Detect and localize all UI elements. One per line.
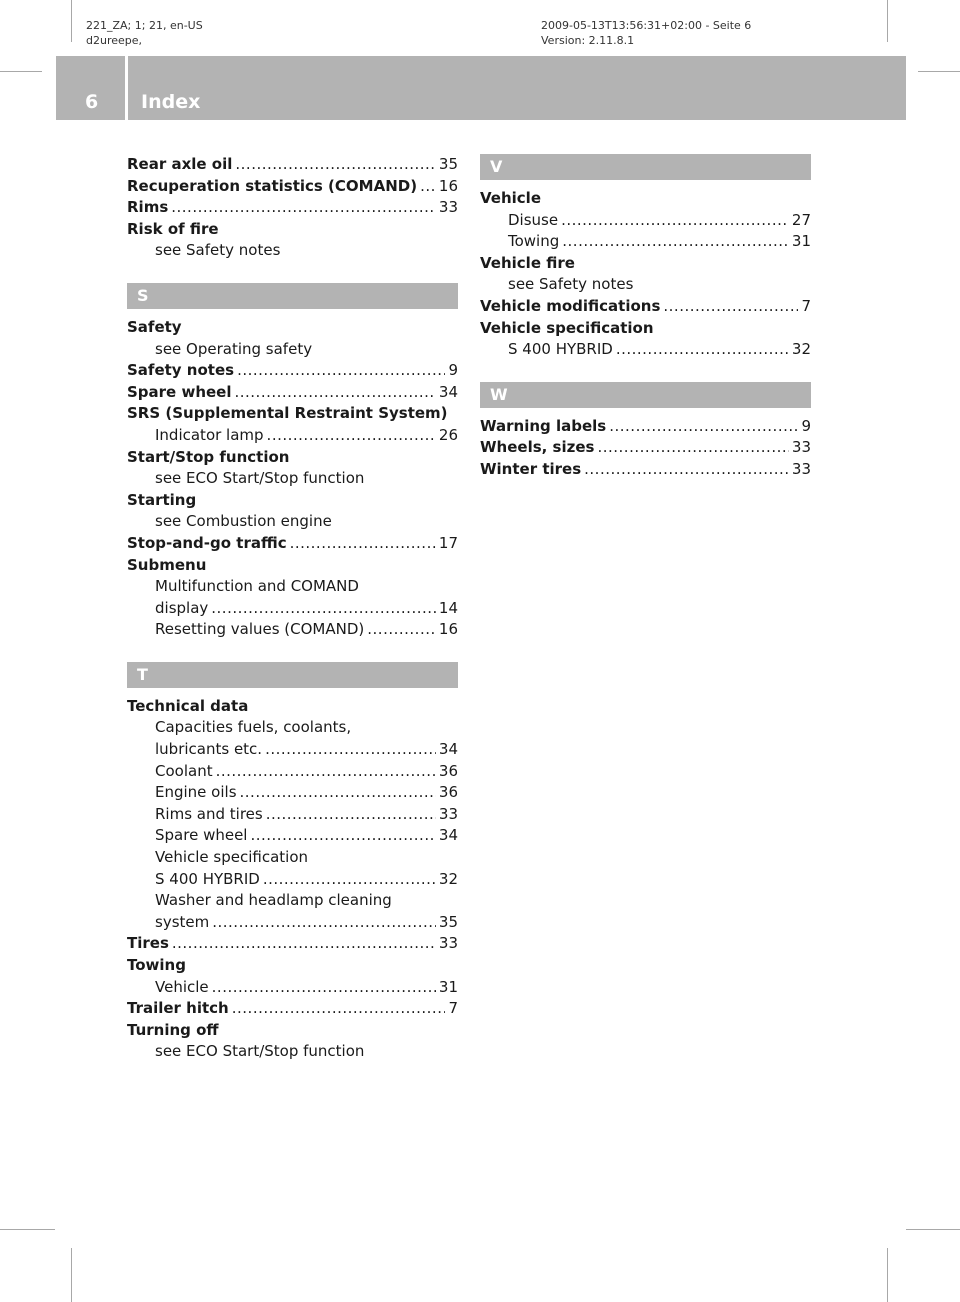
index-subentry (127, 825, 458, 847)
entry-label: see Safety notes (508, 275, 634, 294)
leader-dots (597, 437, 788, 459)
print-meta-left-line1: 221_ZA; 1; 21, en-US (86, 19, 203, 32)
index-entry (127, 696, 458, 718)
entry-label: Risk of fire (127, 219, 219, 238)
entry-label: Vehicle fire (480, 253, 575, 272)
index-entry (127, 555, 458, 577)
entry-label: Indicator lamp (155, 425, 264, 444)
entry-label: Trailer hitch (127, 999, 229, 1018)
index-group-t (127, 696, 458, 1063)
crop-mark (906, 1229, 960, 1230)
index-subentry (127, 977, 458, 999)
leader-dots (267, 425, 436, 447)
entry-page: 34 (438, 382, 458, 401)
entry-label: Vehicle specification (155, 848, 309, 867)
index-entry (127, 490, 458, 512)
entry-label: Coolant (155, 761, 213, 780)
entry-label: Rear axle oil (127, 155, 233, 173)
entry-page: 35 (438, 155, 458, 173)
entry-label: see ECO Start/Stop function (155, 1042, 365, 1061)
entry-page: 27 (791, 210, 811, 229)
index-subentry (480, 231, 811, 253)
entry-page: 14 (438, 598, 458, 617)
leader-dots (561, 210, 789, 232)
print-meta-left-line2: d2ureepe, (86, 34, 143, 47)
leader-dots (367, 619, 436, 641)
index-column-right (480, 154, 811, 481)
index-subentry (127, 468, 458, 490)
entry-page: 9 (801, 416, 811, 435)
entry-label: S 400 HYBRID (508, 340, 613, 359)
index-entry (127, 933, 458, 955)
leader-dots (290, 533, 436, 555)
index-subentry (127, 619, 458, 641)
entry-label: lubricants etc. (155, 740, 263, 759)
index-entry (127, 219, 458, 241)
entry-label: see Combustion engine (155, 512, 332, 531)
entry-label: see ECO Start/Stop function (155, 469, 365, 488)
entry-label: Safety (127, 317, 182, 336)
leader-dots (420, 176, 436, 198)
entry-label: Vehicle modifications (480, 296, 661, 315)
print-meta-left (86, 18, 203, 48)
crop-mark (71, 0, 72, 42)
entry-label: Recuperation statistics (COMAND) (127, 176, 418, 195)
index-entry (127, 403, 458, 425)
entry-label: Resetting values (COMAND) (155, 620, 365, 639)
leader-dots (237, 360, 445, 382)
entry-label: Start/Stop function (127, 447, 290, 466)
entry-label: Rims and tires (155, 804, 263, 823)
leader-dots (616, 339, 789, 361)
entry-label: Vehicle (480, 189, 541, 207)
leader-dots (172, 933, 436, 955)
entry-page: 31 (791, 232, 811, 251)
entry-page: 33 (438, 804, 458, 823)
entry-label: Capacities fuels, coolants, (155, 718, 352, 737)
section-header-v: V (480, 154, 811, 180)
leader-dots (562, 231, 789, 253)
index-entry (127, 360, 458, 382)
index-entry (127, 955, 458, 977)
entry-page: 16 (438, 620, 458, 639)
leader-dots (216, 761, 436, 783)
entry-label: Tires (127, 934, 169, 953)
leader-dots (584, 459, 789, 481)
section-header-s: S (127, 283, 458, 309)
entry-page: 16 (438, 176, 458, 195)
entry-page: 9 (448, 361, 458, 380)
leader-dots (211, 598, 436, 620)
index-group-w (480, 416, 811, 481)
index-subentry (480, 339, 811, 361)
index-entry (480, 188, 811, 210)
entry-label: Rims (127, 198, 169, 217)
entry-page: 32 (438, 869, 458, 888)
entry-label: Warning labels (480, 416, 607, 435)
section-header-t: T (127, 662, 458, 688)
entry-page: 36 (438, 783, 458, 802)
print-meta-right-line1: 2009-05-13T13:56:31+02:00 - Seite 6 (541, 19, 752, 32)
index-entry (127, 317, 458, 339)
entry-label: Technical data (127, 696, 249, 715)
index-subentry (127, 717, 458, 739)
entry-page: 26 (438, 425, 458, 444)
entry-page: 36 (438, 761, 458, 780)
index-subentry (127, 890, 458, 912)
entry-label: Engine oils (155, 783, 237, 802)
leader-dots (609, 416, 798, 438)
leader-dots (235, 154, 436, 176)
crop-mark (0, 71, 42, 72)
crop-mark (918, 71, 960, 72)
index-group-v (480, 188, 811, 361)
header-separator (125, 56, 128, 120)
index-subentry (127, 339, 458, 361)
section-header-w: W (480, 382, 811, 408)
entry-label: Safety notes (127, 361, 235, 380)
entry-label: Disuse (508, 210, 559, 229)
index-subentry (127, 240, 458, 262)
index-entry (480, 437, 811, 459)
entry-page: 7 (801, 296, 811, 315)
crop-mark (887, 0, 888, 42)
entry-label: Turning off (127, 1020, 219, 1039)
crop-mark (0, 1229, 55, 1230)
leader-dots (232, 998, 446, 1020)
index-entry (480, 296, 811, 318)
page-number: 6 (85, 91, 99, 113)
entry-label: Stop-and-go traffic (127, 533, 287, 552)
index-subentry (127, 847, 458, 869)
entry-page: 17 (438, 533, 458, 552)
leader-dots (250, 825, 435, 847)
entry-page: 33 (438, 934, 458, 953)
entry-label: see Safety notes (155, 241, 281, 260)
entry-page: 33 (791, 438, 811, 457)
index-subentry (480, 210, 811, 232)
entry-label: Towing (508, 232, 560, 251)
index-entry (480, 416, 811, 438)
index-group-s (127, 317, 458, 641)
leader-dots (234, 382, 435, 404)
entry-page: 34 (438, 826, 458, 845)
entry-label: Towing (127, 956, 186, 974)
index-entry (127, 533, 458, 555)
entry-page: 7 (448, 999, 458, 1018)
index-column-left (127, 154, 458, 1063)
entry-label: system (155, 912, 210, 931)
print-meta-right-line2: Version: 2.11.8.1 (541, 34, 635, 47)
leader-dots (265, 739, 436, 761)
entry-label: SRS (Supplemental Restraint System) (127, 404, 448, 423)
entry-label: Vehicle (155, 977, 209, 996)
entry-page: 33 (791, 459, 811, 478)
entry-label: Washer and headlamp cleaning (155, 891, 392, 910)
index-subentry (127, 425, 458, 447)
index-subentry (127, 869, 458, 891)
index-subentry (127, 576, 458, 598)
index-entry (127, 197, 458, 219)
entry-label: Wheels, sizes (480, 438, 595, 457)
crop-mark (887, 1248, 888, 1302)
entry-label: Spare wheel (127, 382, 232, 401)
entry-label: see Operating safety (155, 339, 313, 358)
index-subentry (127, 598, 458, 620)
print-meta-right (541, 18, 751, 48)
entry-label: Starting (127, 490, 197, 509)
index-entry (127, 1020, 458, 1042)
index-entry (127, 154, 458, 176)
entry-label: Spare wheel (155, 826, 248, 845)
leader-dots (663, 296, 798, 318)
crop-mark (71, 1248, 72, 1302)
index-entry (127, 176, 458, 198)
entry-page: 31 (438, 977, 458, 996)
leader-dots (240, 782, 436, 804)
index-entry (480, 318, 811, 340)
entry-page: 35 (438, 912, 458, 931)
leader-dots (212, 912, 436, 934)
index-subentry (127, 782, 458, 804)
entry-label: display (155, 598, 209, 617)
entry-page: 33 (438, 198, 458, 217)
entry-page: 34 (438, 740, 458, 759)
entry-label: Multifunction and COMAND (155, 577, 359, 596)
leader-dots (212, 977, 436, 999)
entry-page: 32 (791, 340, 811, 359)
index-entry (127, 447, 458, 469)
index-subentry (127, 511, 458, 533)
page-title: Index (141, 91, 201, 113)
index-entry (127, 382, 458, 404)
index-entry (480, 253, 811, 275)
index-entry (480, 459, 811, 481)
entry-label: Submenu (127, 555, 207, 574)
entry-label: Winter tires (480, 459, 582, 478)
index-subentry (127, 912, 458, 934)
index-subentry (127, 1041, 458, 1063)
index-subentry (127, 804, 458, 826)
leader-dots (263, 869, 436, 891)
index-entry (127, 998, 458, 1020)
leader-dots (266, 804, 436, 826)
leader-dots (171, 197, 436, 219)
entry-label: S 400 HYBRID (155, 869, 260, 888)
index-subentry (127, 739, 458, 761)
index-group-r (127, 154, 458, 262)
index-subentry (480, 274, 811, 296)
index-subentry (127, 761, 458, 783)
entry-label: Vehicle specification (480, 318, 654, 337)
